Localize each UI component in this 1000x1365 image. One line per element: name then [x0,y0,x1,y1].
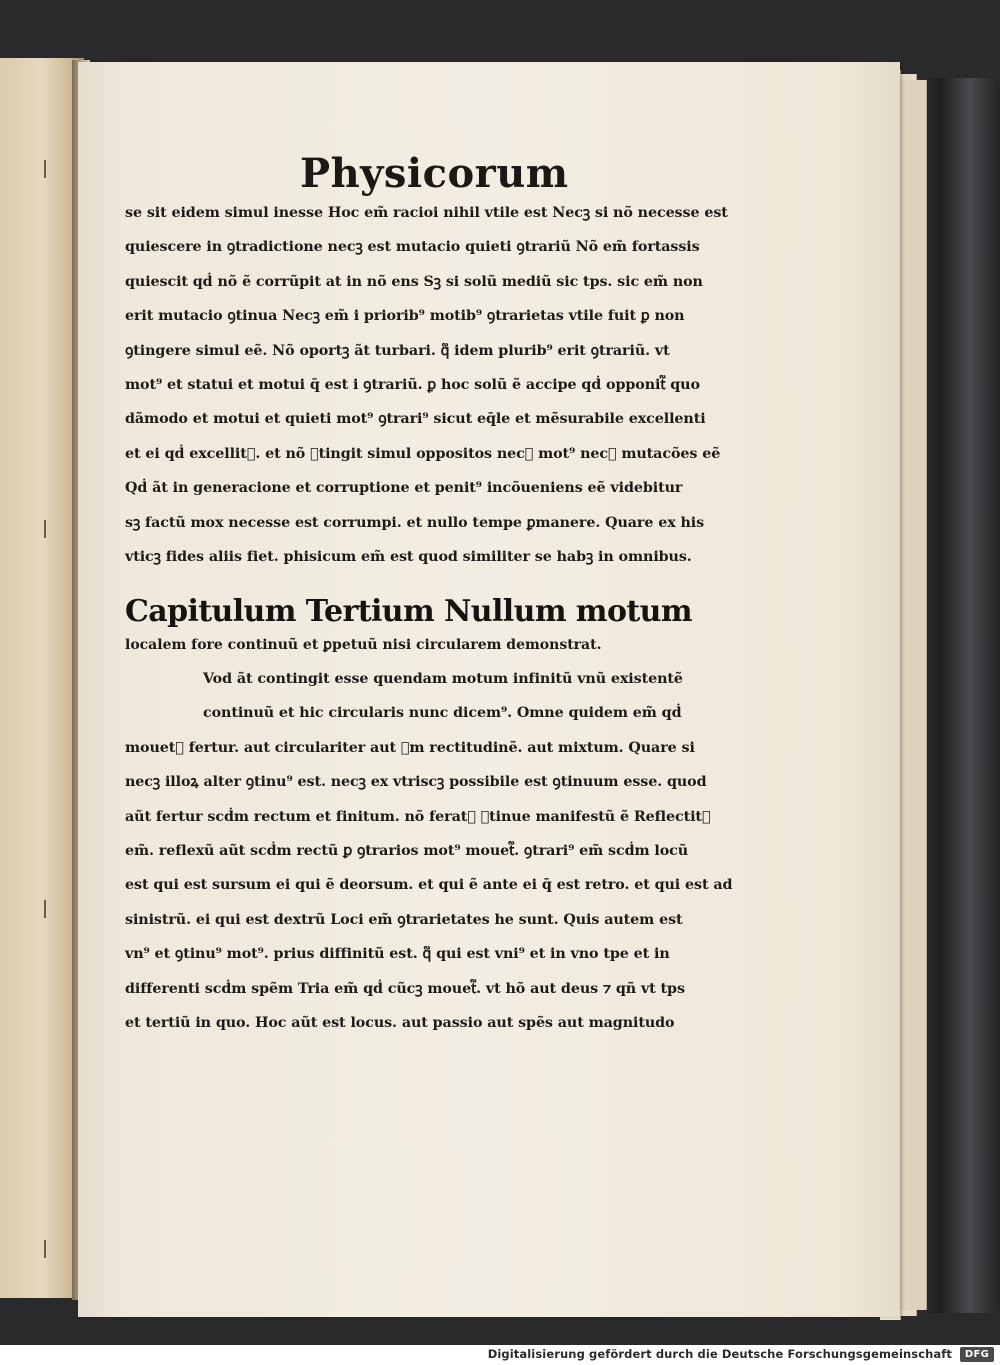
text-line: aũt fertur scḋm rectum et finitum. nõ ferat᷑ ꝯtinue manifestũ ẽ Reflectit᷑ [125,808,711,825]
text-line: dãmodo et motui et quieti mot⁹ ꝯtrari⁹ sicut eq̄le et mẽsurabile excellenti [125,411,706,428]
binding-stitch [44,900,46,918]
text-line: ꝯtingere simul eẽ. Nõ oportꝫ ãt turbari. q᷑ idem plurib⁹ erit ꝯtrariũ. vt [125,342,670,359]
text-line: vticꝫ fides aliis fiet. phisicum em̃ est quod similiter se habꝫ in omnibus. [125,548,692,565]
text-line: mot⁹ et statui et motui q̄ est i ꝯtrariũ. ꝑ hoc solũ ẽ accipe qḋ opponit᷑ quo [125,376,700,393]
chapter-subtitle: localem fore continuũ et ꝑpetuũ nisi circularem demonstrat. [125,637,602,653]
body-text-bottom [125,662,733,1040]
text-line: sꝫ factũ mox necesse est corrumpi. et nullo tempe ꝑmanere. Quare ex his [125,514,705,531]
text-line: quiescit qḋ nõ ẽ corrũpit at in nõ ens Sꝫ si solũ mediũ sic tps. sic em̃ non [125,273,703,290]
footer-bar [0,1345,1000,1365]
text-line: quiescere in ꝯtradictione necꝫ est mutacio quieti ꝯtrariũ Nõ em̃ fortassis [125,239,700,256]
text-line: erit mutacio ꝯtinua Necꝫ em̃ i priorib⁹ motib⁹ ꝯtrarietas vtile fuit ꝑ non [125,308,685,325]
text-line: Qḋ ãt in generacione et corruptione et penit⁹ incõueniens eẽ videbitur [125,480,683,497]
funding-credit: Digitalisierung gefördert durch die Deutsche Forschungsgemeinschaft [487,1347,952,1361]
running-heading: Physicorum [300,150,569,197]
text-line: et tertiũ in quo. Hoc aũt est locus. aut passio aut spẽs aut magnitudo [125,1014,675,1031]
text-line: est qui est sursum ei qui ẽ deorsum. et qui ẽ ante ei q̄ est retro. et qui est ad [125,877,733,894]
text-line: Vod ãt contingit esse quendam motum infinitũ vnũ existentẽ [203,671,683,687]
text-line: em̃. reflexũ aũt scḋm rectũ ꝑ ꝯtrarios mot⁹ mouet᷑. ꝯtrari⁹ em̃ scḋm locũ [125,842,689,859]
binding-stitch [44,1240,46,1258]
text-line: continuũ et hic circularis nunc dicem⁹. Omne quidem em̃ qḋ [203,705,682,722]
text-line: differenti scḋm spẽm Tria em̃ qḋ cũcꝫ mouet᷑. vt hõ aut deus ⁊ qñ vt tps [125,980,685,997]
text-line: sinistrũ. ei qui est dextrũ Loci em̃ ꝯtrarietates he sunt. Quis autem est [125,911,683,928]
text-line: necꝫ illoꝝ alter ꝯtinu⁹ est. necꝫ ex vtriscꝫ possibile est ꝯtinuum esse. quod [125,774,707,791]
binding-stitch [44,160,46,178]
text-line: mouet᷑ fertur. aut circulariter aut ꝯm rectitudinẽ. aut mixtum. Quare si [125,739,695,756]
chapter-title: Capitulum Tertium Nullum motum [125,594,692,629]
body-text-top [125,196,728,574]
text-line: vn⁹ et ꝯtinu⁹ mot⁹. prius diffinitũ est. q᷑ qui est vni⁹ et in vno tpe et in [125,946,670,963]
binding-stitch [44,520,46,538]
text-line: se sit eidem simul inesse Hoc em̃ racioi nihil vtile est Necꝫ si nõ necesse est [125,205,728,221]
dfg-logo: DFG [960,1347,994,1362]
text-line: et ei qḋ excellit᷑. et nõ ꝯtingit simul oppositos necꝫ mot⁹ necꝫ mutacões eẽ [125,445,721,462]
page-stack [896,80,927,1310]
